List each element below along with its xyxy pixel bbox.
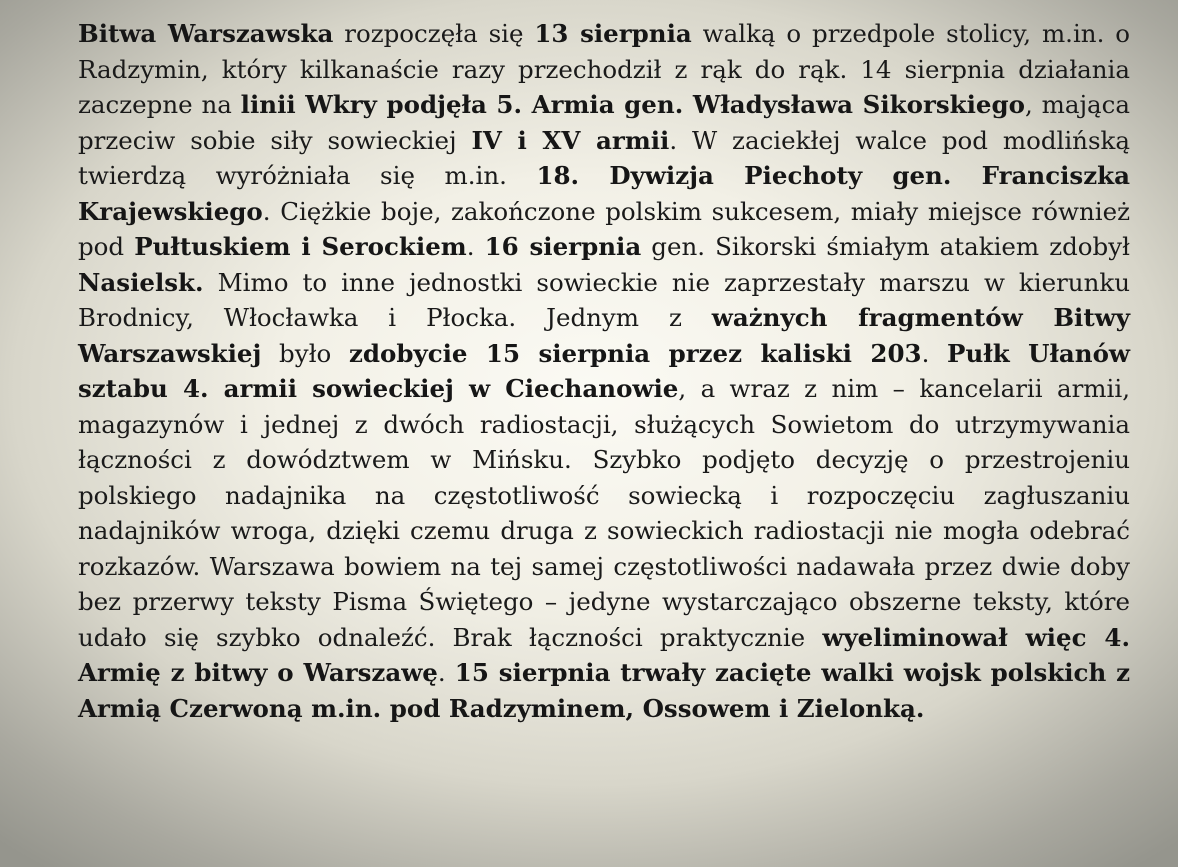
bold-text: ważnych fragmentów Bitwy Warszawskiej: [78, 303, 1130, 368]
bold-text: 15 sierpnia trwały zacięte walki wojsk polskich z Armią Czerwoną m.in. pod Radzyminem, Ossowem i Zielonką.: [78, 658, 1131, 723]
body-text: gen. Sikorski śmiałym atakiem zdobył: [641, 232, 1131, 261]
bold-text: 16 sierpnia: [484, 232, 642, 261]
body-text: , a wraz z nim – kancelarii armii, magazynów i jednej z dwóch radiostacji, służących Sowietom do utrzymywania łączności z dowództwem w Mińsku. Szybko podjęto decyzję o przestrojeniu polskiego nadajnika na częstotliwość sowiecką i rozpoczęciu zagłuszaniu nadajników wroga, dzięki czemu druga z sowieckich radiostacji nie mogła odebrać rozkazów. Warszawa bowiem na tej samej częstotliwości nadawała przez dwie doby bez przerwy teksty Pisma Świętego – jedyne wystarczająco obszerne teksty, które udało się szybko odnaleźć. Brak łączności praktycznie: [78, 374, 1130, 652]
body-text: . W zaciekłej walce pod modlińską twierdzą wyróżniała się m.in.: [78, 125, 1130, 190]
bold-text: Bitwa Warszawska: [78, 19, 334, 48]
bold-text: Pułtuskiem i Serockiem: [134, 232, 467, 261]
bold-text: 18. Dywizja Piechoty gen. Franciszka Krajewskiego: [78, 161, 1130, 226]
bold-text: wyeliminował więc 4. Armię z bitwy o Warszawę: [78, 622, 1130, 687]
body-text: .: [921, 338, 948, 368]
body-text: było: [261, 338, 349, 368]
body-text: .: [466, 232, 485, 261]
body-text: walką o przedpole stolicy, m.in. o Radzymin, który kilkanaście razy przechodził z rąk do rąk. 14 sierpnia działania zaczepne na: [78, 19, 1130, 119]
bold-text: 13 sierpnia: [534, 19, 692, 48]
bold-text: IV i XV armii: [471, 125, 670, 155]
bold-text: linii Wkry podjęła 5. Armia gen. Władysława Sikorskiego: [240, 90, 1025, 119]
body-text: . Ciężkie boje, zakończone polskim sukcesem, miały miejsce również pod: [78, 196, 1130, 261]
body-text: .: [437, 658, 455, 687]
bold-text: Pułk Ułanów sztabu 4. armii sowieckiej w Ciechanowie: [78, 338, 1130, 403]
bold-text: Nasielsk.: [78, 267, 204, 297]
body-text: rozpoczęła się: [333, 19, 535, 48]
body-paragraph: [78, 16, 1130, 726]
body-text: Mimo to inne jednostki sowieckie nie zaprzestały marszu w kierunku Brodnicy, Włocławka i Płocka. Jednym z: [78, 267, 1130, 332]
body-text: , mająca przeciw sobie siły sowieckiej: [78, 90, 1130, 155]
bold-text: zdobycie 15 sierpnia przez kaliski 203: [348, 338, 922, 368]
